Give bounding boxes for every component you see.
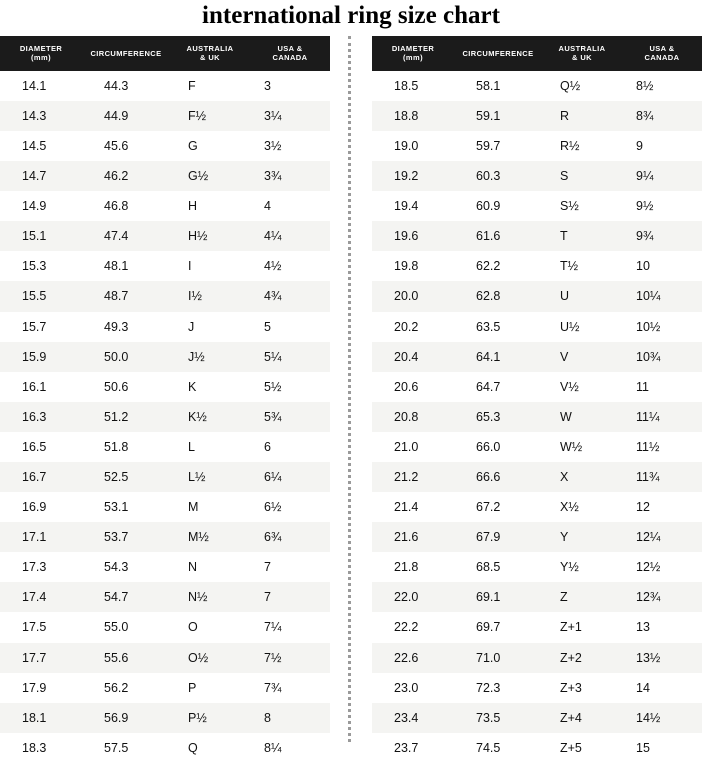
table-cell: 20.2 <box>372 312 454 342</box>
header-circumference-line1: CIRCUMFERENCE <box>90 48 162 58</box>
table-cell: L½ <box>170 462 250 492</box>
table-cell: 62.8 <box>454 281 542 311</box>
table-cell: M½ <box>170 522 250 552</box>
table-cell: 16.5 <box>0 432 82 462</box>
right-table-block <box>372 36 702 763</box>
table-cell: 20.8 <box>372 402 454 432</box>
table-cell: 13½ <box>622 643 702 673</box>
table-cell: 48.7 <box>82 281 170 311</box>
table-row <box>372 552 702 582</box>
table-row <box>372 372 702 402</box>
table-cell: 68.5 <box>454 552 542 582</box>
table-cell: 58.1 <box>454 71 542 101</box>
table-cell: Y½ <box>542 552 622 582</box>
table-cell: 15.9 <box>0 342 82 372</box>
table-cell: 56.2 <box>82 673 170 703</box>
table-cell: 20.4 <box>372 342 454 372</box>
table-cell: V <box>542 342 622 372</box>
table-row <box>372 673 702 703</box>
table-row <box>372 582 702 612</box>
table-cell: 14½ <box>622 703 702 733</box>
table-row <box>0 673 330 703</box>
table-cell: 55.0 <box>82 612 170 642</box>
table-cell: 44.3 <box>82 71 170 101</box>
table-cell: P <box>170 673 250 703</box>
table-cell: 9½ <box>622 191 702 221</box>
table-row <box>0 71 330 101</box>
table-cell: 17.9 <box>0 673 82 703</box>
table-cell: Z+2 <box>542 643 622 673</box>
dotted-divider <box>348 36 354 742</box>
table-cell: F½ <box>170 101 250 131</box>
table-cell: 17.7 <box>0 643 82 673</box>
table-cell: 6¼ <box>250 462 330 492</box>
table-cell: 17.3 <box>0 552 82 582</box>
table-cell: Q <box>170 733 250 763</box>
table-row <box>0 733 330 763</box>
table-cell: 10¾ <box>622 342 702 372</box>
table-row <box>372 462 702 492</box>
table-cell: 12¾ <box>622 582 702 612</box>
table-cell: 21.4 <box>372 492 454 522</box>
table-cell: 6¾ <box>250 522 330 552</box>
table-cell: 12½ <box>622 552 702 582</box>
table-cell: 16.3 <box>0 402 82 432</box>
table-row <box>0 101 330 131</box>
table-cell: 5¼ <box>250 342 330 372</box>
table-cell: 22.6 <box>372 643 454 673</box>
table-row <box>372 402 702 432</box>
table-cell: T <box>542 221 622 251</box>
table-row <box>372 191 702 221</box>
table-row <box>372 643 702 673</box>
table-cell: 69.7 <box>454 612 542 642</box>
table-cell: 15 <box>622 733 702 763</box>
table-row <box>0 582 330 612</box>
table-cell: 49.3 <box>82 312 170 342</box>
table-cell: P½ <box>170 703 250 733</box>
table-cell: 21.8 <box>372 552 454 582</box>
header-diameter-line2: (mm) <box>31 53 51 63</box>
table-cell: 73.5 <box>454 703 542 733</box>
table-row <box>372 251 702 281</box>
table-body-left <box>0 71 330 763</box>
ring-size-table-right <box>372 36 702 763</box>
table-cell: 14.5 <box>0 131 82 161</box>
table-cell: 7 <box>250 552 330 582</box>
table-cell: 16.7 <box>0 462 82 492</box>
table-cell: 5½ <box>250 372 330 402</box>
table-cell: 18.3 <box>0 733 82 763</box>
table-cell: X <box>542 462 622 492</box>
table-cell: S½ <box>542 191 622 221</box>
table-cell: 71.0 <box>454 643 542 673</box>
table-cell: Z <box>542 582 622 612</box>
table-cell: 50.0 <box>82 342 170 372</box>
table-cell: X½ <box>542 492 622 522</box>
table-row <box>0 432 330 462</box>
table-row <box>0 492 330 522</box>
table-cell: Z+4 <box>542 703 622 733</box>
table-row <box>372 522 702 552</box>
table-row <box>0 281 330 311</box>
table-cell: K½ <box>170 402 250 432</box>
ring-size-table-left <box>0 36 330 763</box>
header-diameter <box>0 36 82 71</box>
table-cell: 3¼ <box>250 101 330 131</box>
table-cell: 23.7 <box>372 733 454 763</box>
table-row <box>372 221 702 251</box>
table-cell: 53.1 <box>82 492 170 522</box>
table-cell: 12 <box>622 492 702 522</box>
table-cell: 64.1 <box>454 342 542 372</box>
table-cell: L <box>170 432 250 462</box>
table-cell: 51.8 <box>82 432 170 462</box>
table-cell: 10¼ <box>622 281 702 311</box>
table-row <box>0 251 330 281</box>
page-title: international ring size chart <box>202 2 500 29</box>
header-diameter-line2: (mm) <box>403 53 423 63</box>
table-cell: 7¼ <box>250 612 330 642</box>
table-cell: 18.5 <box>372 71 454 101</box>
table-cell: 67.9 <box>454 522 542 552</box>
table-row <box>372 733 702 763</box>
table-row <box>0 522 330 552</box>
table-cell: I½ <box>170 281 250 311</box>
table-cell: 8½ <box>622 71 702 101</box>
table-cell: 5¾ <box>250 402 330 432</box>
table-cell: 12¼ <box>622 522 702 552</box>
table-cell: 9 <box>622 131 702 161</box>
table-row <box>0 191 330 221</box>
table-row <box>372 101 702 131</box>
table-cell: 46.2 <box>82 161 170 191</box>
table-cell: 21.6 <box>372 522 454 552</box>
table-cell: 63.5 <box>454 312 542 342</box>
table-cell: 8¼ <box>250 733 330 763</box>
table-cell: 11½ <box>622 432 702 462</box>
header-australia-uk-line2: & UK <box>200 53 220 63</box>
table-cell: G½ <box>170 161 250 191</box>
table-cell: R½ <box>542 131 622 161</box>
table-cell: 11 <box>622 372 702 402</box>
table-cell: W <box>542 402 622 432</box>
table-cell: 3 <box>250 71 330 101</box>
table-cell: 57.5 <box>82 733 170 763</box>
table-cell: 50.6 <box>82 372 170 402</box>
table-cell: 14 <box>622 673 702 703</box>
table-row <box>372 131 702 161</box>
table-head-left <box>0 36 330 71</box>
header-usa-canada-line2: CANADA <box>644 53 680 63</box>
header-usa-canada-line2: CANADA <box>272 53 308 63</box>
table-cell: 20.0 <box>372 281 454 311</box>
table-cell: 15.1 <box>0 221 82 251</box>
table-cell: 45.6 <box>82 131 170 161</box>
table-row <box>0 131 330 161</box>
table-cell: 15.5 <box>0 281 82 311</box>
table-cell: 65.3 <box>454 402 542 432</box>
table-cell: S <box>542 161 622 191</box>
table-row <box>0 552 330 582</box>
table-cell: 59.7 <box>454 131 542 161</box>
table-cell: 8 <box>250 703 330 733</box>
left-table-block <box>0 36 330 763</box>
table-cell: 66.0 <box>454 432 542 462</box>
table-cell: 19.4 <box>372 191 454 221</box>
table-cell: 8¾ <box>622 101 702 131</box>
table-cell: 54.3 <box>82 552 170 582</box>
table-cell: 13 <box>622 612 702 642</box>
table-cell: 16.1 <box>0 372 82 402</box>
table-cell: 17.1 <box>0 522 82 552</box>
header-australia-uk-line2: & UK <box>572 53 592 63</box>
table-cell: 18.1 <box>0 703 82 733</box>
header-row <box>0 36 330 71</box>
table-cell: M <box>170 492 250 522</box>
table-cell: 21.0 <box>372 432 454 462</box>
table-cell: 18.8 <box>372 101 454 131</box>
table-cell: 7½ <box>250 643 330 673</box>
header-usa-canada-line1: USA & <box>277 44 303 53</box>
table-cell: 15.7 <box>0 312 82 342</box>
table-cell: 74.5 <box>454 733 542 763</box>
header-australia-uk-line1: AUSTRALIA <box>186 44 234 53</box>
table-cell: 11¼ <box>622 402 702 432</box>
table-cell: Q½ <box>542 71 622 101</box>
divider-wrap <box>340 36 362 742</box>
table-row <box>0 402 330 432</box>
table-cell: F <box>170 71 250 101</box>
table-row <box>372 612 702 642</box>
table-cell: 52.5 <box>82 462 170 492</box>
table-cell: K <box>170 372 250 402</box>
table-cell: 51.2 <box>82 402 170 432</box>
table-row <box>372 492 702 522</box>
table-cell: Z+3 <box>542 673 622 703</box>
table-row <box>0 612 330 642</box>
header-usa-canada <box>250 36 330 71</box>
table-cell: Z+5 <box>542 733 622 763</box>
header-usa-canada-line1: USA & <box>649 44 675 53</box>
table-cell: 14.7 <box>0 161 82 191</box>
table-cell: 5 <box>250 312 330 342</box>
table-cell: 47.4 <box>82 221 170 251</box>
header-usa-canada <box>622 36 702 71</box>
table-cell: 64.7 <box>454 372 542 402</box>
table-cell: 67.2 <box>454 492 542 522</box>
header-australia-uk <box>542 36 622 71</box>
table-cell: 56.9 <box>82 703 170 733</box>
table-row <box>372 281 702 311</box>
header-australia-uk-line1: AUSTRALIA <box>558 44 606 53</box>
header-row <box>372 36 702 71</box>
table-row <box>0 342 330 372</box>
header-diameter-line1: DIAMETER <box>391 44 435 53</box>
table-cell: 46.8 <box>82 191 170 221</box>
table-cell: T½ <box>542 251 622 281</box>
table-cell: Y <box>542 522 622 552</box>
table-cell: H½ <box>170 221 250 251</box>
table-cell: 9¾ <box>622 221 702 251</box>
table-cell: 4 <box>250 191 330 221</box>
table-row <box>372 703 702 733</box>
table-head-right <box>372 36 702 71</box>
table-cell: 4¼ <box>250 221 330 251</box>
table-cell: I <box>170 251 250 281</box>
table-cell: N <box>170 552 250 582</box>
table-cell: 20.6 <box>372 372 454 402</box>
table-cell: 14.9 <box>0 191 82 221</box>
table-cell: 53.7 <box>82 522 170 552</box>
table-cell: 4¾ <box>250 281 330 311</box>
table-cell: 54.7 <box>82 582 170 612</box>
table-row <box>0 703 330 733</box>
table-cell: O <box>170 612 250 642</box>
table-cell: 3½ <box>250 131 330 161</box>
table-cell: 6½ <box>250 492 330 522</box>
table-cell: 62.2 <box>454 251 542 281</box>
table-cell: R <box>542 101 622 131</box>
table-cell: 23.0 <box>372 673 454 703</box>
table-cell: U½ <box>542 312 622 342</box>
table-cell: N½ <box>170 582 250 612</box>
table-cell: 22.2 <box>372 612 454 642</box>
table-cell: 23.4 <box>372 703 454 733</box>
table-row <box>372 71 702 101</box>
header-circumference-line1: CIRCUMFERENCE <box>462 48 534 58</box>
header-diameter <box>372 36 454 71</box>
table-row <box>0 312 330 342</box>
header-circumference <box>82 36 170 71</box>
table-cell: 6 <box>250 432 330 462</box>
table-cell: 59.1 <box>454 101 542 131</box>
table-row <box>0 161 330 191</box>
table-row <box>372 312 702 342</box>
table-cell: U <box>542 281 622 311</box>
tables-container <box>0 36 702 763</box>
table-cell: 19.6 <box>372 221 454 251</box>
table-cell: 48.1 <box>82 251 170 281</box>
table-body-right <box>372 71 702 763</box>
table-cell: 69.1 <box>454 582 542 612</box>
table-cell: 19.0 <box>372 131 454 161</box>
table-cell: 10 <box>622 251 702 281</box>
table-cell: 60.9 <box>454 191 542 221</box>
table-row <box>0 372 330 402</box>
table-cell: 21.2 <box>372 462 454 492</box>
header-diameter-line1: DIAMETER <box>19 44 63 53</box>
table-cell: 61.6 <box>454 221 542 251</box>
table-cell: 15.3 <box>0 251 82 281</box>
table-cell: 60.3 <box>454 161 542 191</box>
table-cell: J½ <box>170 342 250 372</box>
header-australia-uk <box>170 36 250 71</box>
table-cell: Z+1 <box>542 612 622 642</box>
table-cell: 66.6 <box>454 462 542 492</box>
table-cell: 7¾ <box>250 673 330 703</box>
table-cell: G <box>170 131 250 161</box>
table-cell: 17.5 <box>0 612 82 642</box>
table-cell: 22.0 <box>372 582 454 612</box>
table-cell: 7 <box>250 582 330 612</box>
table-cell: 11¾ <box>622 462 702 492</box>
table-cell: 17.4 <box>0 582 82 612</box>
table-row <box>372 161 702 191</box>
header-circumference <box>454 36 542 71</box>
table-cell: 19.2 <box>372 161 454 191</box>
table-row <box>0 643 330 673</box>
table-cell: V½ <box>542 372 622 402</box>
table-cell: 72.3 <box>454 673 542 703</box>
table-cell: 19.8 <box>372 251 454 281</box>
table-cell: W½ <box>542 432 622 462</box>
table-cell: 16.9 <box>0 492 82 522</box>
table-cell: 3¾ <box>250 161 330 191</box>
table-cell: 9¼ <box>622 161 702 191</box>
table-row <box>372 342 702 372</box>
table-row <box>0 221 330 251</box>
table-cell: H <box>170 191 250 221</box>
table-cell: 4½ <box>250 251 330 281</box>
table-row <box>0 462 330 492</box>
table-cell: 55.6 <box>82 643 170 673</box>
table-cell: 14.3 <box>0 101 82 131</box>
table-cell: 44.9 <box>82 101 170 131</box>
table-cell: 10½ <box>622 312 702 342</box>
table-cell: O½ <box>170 643 250 673</box>
table-row <box>372 432 702 462</box>
table-cell: J <box>170 312 250 342</box>
table-cell: 14.1 <box>0 71 82 101</box>
